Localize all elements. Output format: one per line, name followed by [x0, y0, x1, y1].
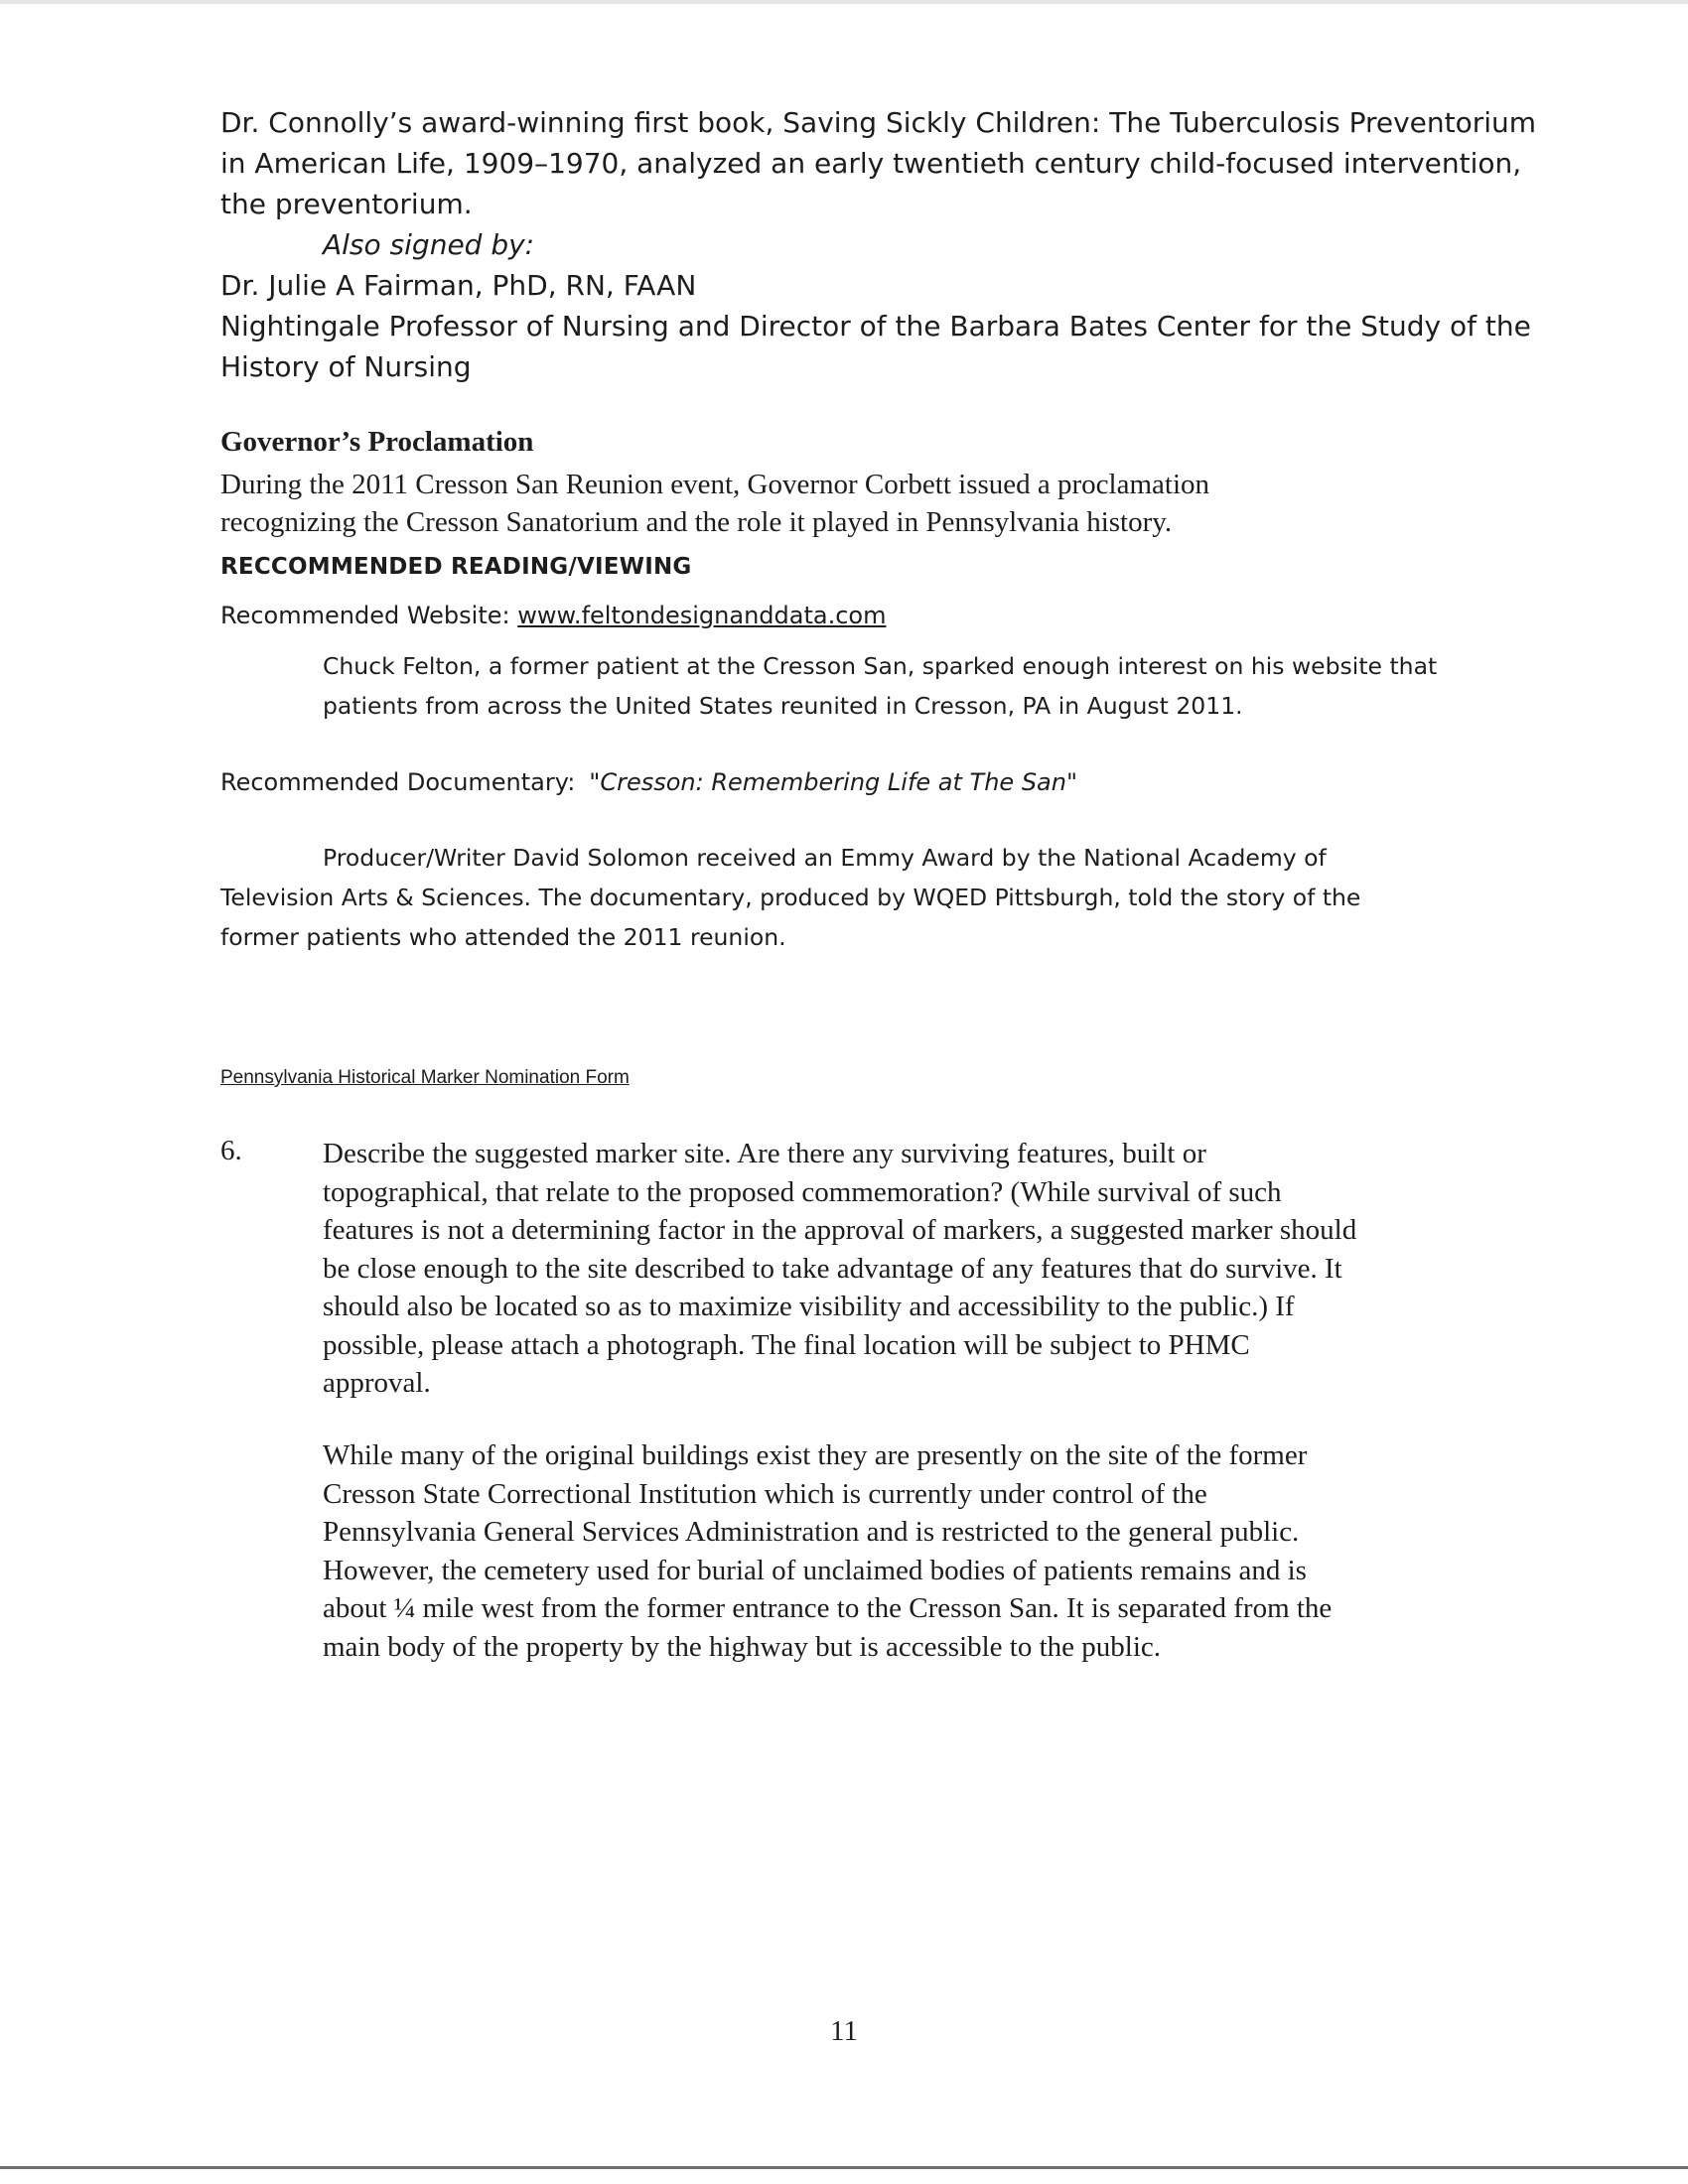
website-description — [323, 646, 1514, 726]
question-line: Describe the suggested marker site. Are there any surviving features, built or — [323, 1138, 1206, 1169]
documentary-desc-line: former patients who attended the 2011 reunion. — [220, 923, 786, 951]
item6-question — [323, 1135, 1514, 1403]
signer-title-line: Nightingale Professor of Nursing and Director of the Barbara Bates Center for the Study of the — [220, 310, 1531, 342]
answer-line: Pennsylvania General Services Administration and is restricted to the general public. — [323, 1516, 1300, 1548]
governor-line: During the 2011 Cresson San Reunion event, Governor Corbett issued a proclamation — [220, 469, 1210, 500]
documentary-desc-line: Producer/Writer David Solomon received an Emmy Award by the National Academy of — [323, 844, 1327, 872]
documentary-label: Recommended Documentary: — [220, 768, 576, 796]
question-line: should also be located so as to maximize visibility and accessibility to the public.) If — [323, 1291, 1295, 1322]
answer-line: However, the cemetery used for burial of unclaimed bodies of patients remains and is — [323, 1554, 1307, 1586]
intro-section — [220, 102, 1537, 387]
website-desc-line: patients from across the United States reunited in Cresson, PA in August 2011. — [323, 692, 1243, 720]
question-line: topographical, that relate to the proposed commemoration? (While survival of such — [323, 1175, 1282, 1208]
governor-line: recognizing the Cresson Sanatorium and the role it played in Pennsylvania history. — [220, 506, 1173, 538]
also-signed-label: Also signed by: — [323, 228, 535, 261]
scan-top-edge — [0, 0, 1688, 4]
signer-name: Dr. Julie A Fairman, PhD, RN, FAAN — [220, 269, 697, 302]
recommended-website — [220, 602, 886, 629]
question-line: possible, please attach a photograph. The final location will be subject to PHMC — [323, 1328, 1250, 1361]
answer-line: main body of the property by the highway but is accessible to the public. — [323, 1630, 1162, 1663]
answer-line: Cresson State Correctional Institution which is currently under control of the — [323, 1477, 1207, 1510]
recommended-documentary — [220, 768, 1077, 796]
item6-answer — [323, 1436, 1514, 1666]
documentary-title: "Cresson: Remembering Life at The San" — [589, 768, 1078, 796]
governor-heading: Governor’s Proclamation — [220, 426, 534, 458]
website-label: Recommended Website: — [220, 602, 510, 629]
intro-line: the preventorium. — [220, 188, 473, 220]
item-number: 6. — [220, 1135, 242, 1166]
scan-bottom-edge — [0, 2166, 1688, 2169]
answer-line: about ¼ mile west from the former entrance to the Cresson San. It is separated from the — [323, 1592, 1333, 1624]
answer-line: While many of the original buildings exist they are presently on the site of the former — [323, 1439, 1308, 1471]
recommended-heading: RECCOMMENDED READING/VIEWING — [220, 554, 692, 580]
documentary-description — [220, 838, 1511, 957]
intro-line: in American Life, 1909–1970, analyzed an early twentieth century child-focused intervention, — [220, 147, 1522, 180]
website-desc-line: Chuck Felton, a former patient at the Cresson San, sparked enough interest on his website that — [323, 652, 1438, 680]
question-line: features is not a determining factor in the approval of markers, a suggested marker should — [323, 1214, 1357, 1246]
intro-line: Dr. Connolly’s award-winning first book, Saving Sickly Children: The Tuberculosis Preventorium — [220, 106, 1537, 139]
signer-title-line: History of Nursing — [220, 350, 472, 383]
question-line: be close enough to the site described to take advantage of any features that do survive. It — [323, 1252, 1342, 1285]
documentary-desc-line: Television Arts & Sciences. The documentary, produced by WQED Pittsburgh, told the story of the — [220, 884, 1361, 911]
question-line: approval. — [323, 1367, 431, 1399]
governor-paragraph — [220, 466, 1511, 541]
website-link[interactable]: www.feltondesignanddata.com — [517, 602, 887, 629]
form-title: Pennsylvania Historical Marker Nomination Form — [220, 1067, 630, 1088]
page-number: 11 — [830, 2015, 858, 2047]
